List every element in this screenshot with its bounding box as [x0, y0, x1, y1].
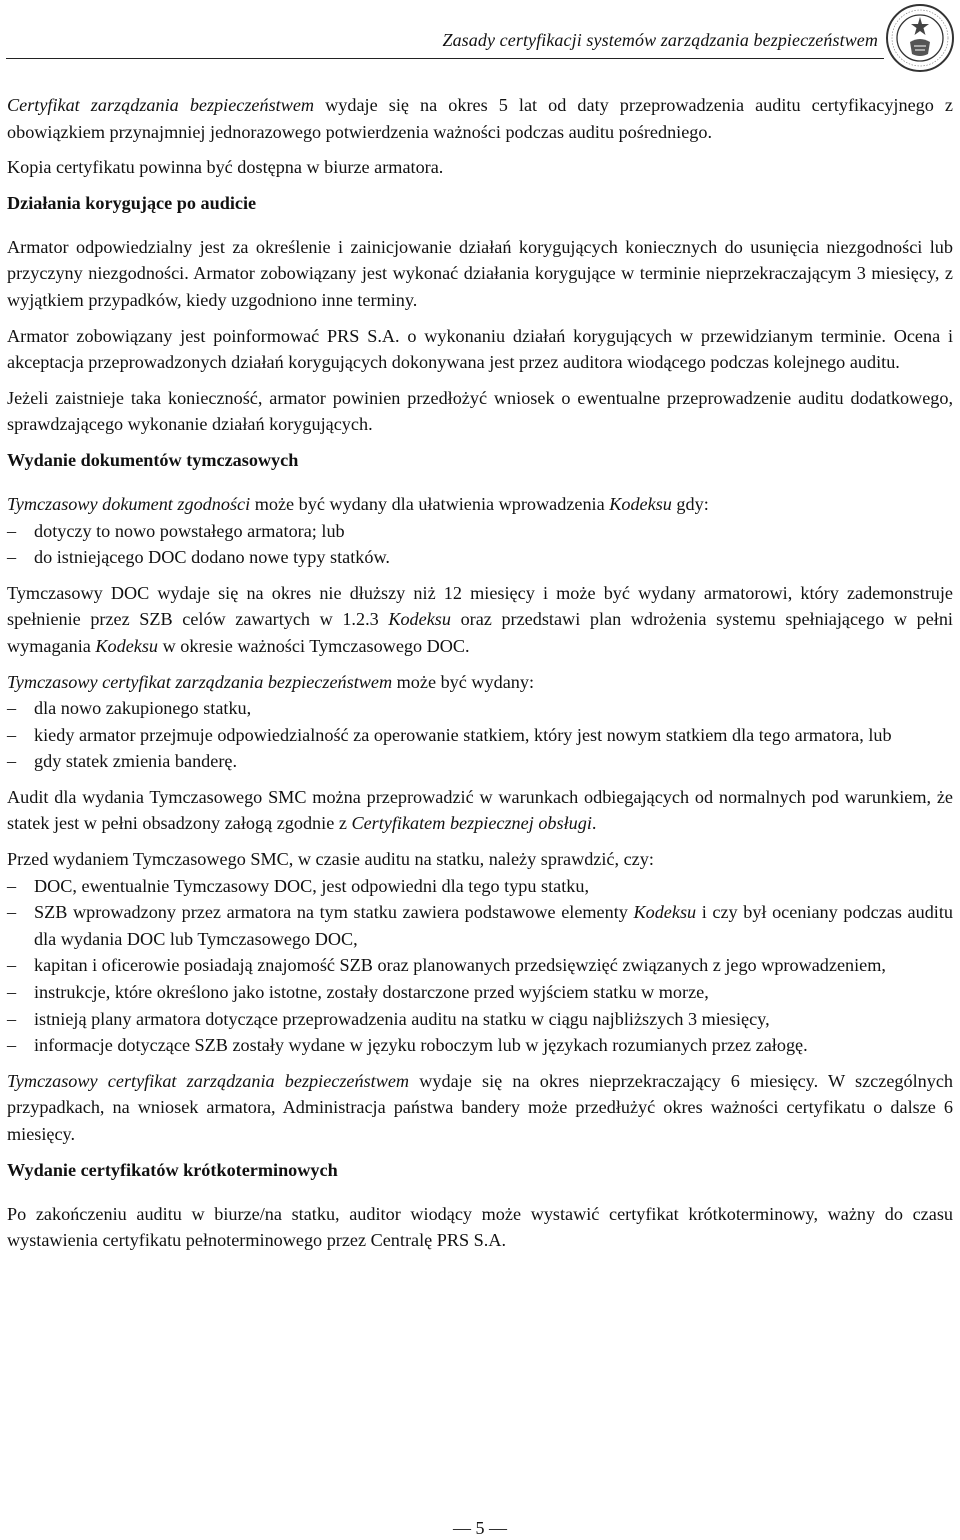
list-item-text: informacje dotyczące SZB zostały wydane w języku roboczym lub w językach rozumianych przez załogę. — [34, 1035, 808, 1056]
list-item-text: kapitan i oficerowie posiadają znajomość SZB oraz planowanych przedsięwzięć związanych z jego wprowadzeniem, — [34, 955, 886, 976]
list-item — [7, 952, 953, 979]
term-italic: Certyfikatem bezpiecznej obsługi — [351, 813, 592, 834]
paragraph-temporary-smc-intro — [7, 669, 953, 696]
list-item — [7, 722, 953, 749]
dash-bullet: – — [7, 875, 17, 896]
term-italic: Kodeksu — [609, 493, 672, 514]
list-item-text: SZB wprowadzony przez armatora na tym statku zawiera podstawowe elementy — [34, 902, 634, 923]
list-item-text: dotyczy to nowo powstałego armatora; lub — [34, 520, 345, 541]
text: Audit dla wydania Tymczasowego SMC można przeprowadzić w warunkach odbiegających od normalnych pod warunkiem, że statek jest w pełni obsadzony załogą zgodnie z — [7, 786, 953, 834]
term-italic: Kodeksu — [633, 902, 697, 923]
page-header — [0, 0, 960, 80]
text: może być wydany dla ułatwienia wprowadzenia — [250, 493, 610, 514]
list-temporary-doc-conditions — [7, 518, 953, 571]
paragraph-corrective-responsibility: Armator odpowiedzialny jest za określenie i zainicjowanie działań korygujących koniecznych do usunięcia niezgodności lub przyczyny niezgodności. Armator zobowiązany jest wykonać działania korygujące w terminie nieprzekraczającym 3 miesięcy, z wyjątkiem przypadków, kiedy uzgodniono inne terminy. — [7, 236, 953, 310]
heading-corrective-actions: Działania korygujące po audicie — [7, 192, 257, 213]
dash-bullet: – — [7, 982, 17, 1003]
text: . — [591, 813, 597, 834]
prs-seal-logo — [884, 2, 956, 74]
list-item-text: kiedy armator przejmuje odpowiedzialność za operowanie statkiem, który jest nowym statkiem dla tego armatora, lub — [34, 724, 892, 745]
list-item — [7, 873, 953, 900]
list-item-text: do istniejącego DOC dodano nowe typy statków. — [34, 547, 390, 568]
paragraph-short-term-certificate: Po zakończeniu auditu w biurze/na statku, auditor wiodący może wystawić certyfikat krótkoterminowy, ważny do czasu wystawienia certyfikatu pełnoterminowego przez Centralę PRS S.A. — [7, 1203, 953, 1251]
text: oraz przedstawi plan wdrożenia systemu spełniającego w pełni wymagania — [7, 609, 953, 656]
list-item — [7, 979, 953, 1006]
list-item-text: instrukcje, które określono jako istotne, zostały dostarczone przed wyjściem statku w morze, — [34, 982, 709, 1003]
dash-bullet: – — [7, 547, 17, 568]
paragraph-temporary-smc-validity — [7, 1068, 953, 1148]
paragraph-corrective-notify: Armator zobowiązany jest poinformować PRS S.A. o wykonaniu działań korygujących w przewidzianym terminie. Ocena i akceptacja przeprowadzonych działań korygujących dokonywana jest przez auditora wiodącego podczas kolejnego auditu. — [7, 325, 953, 373]
dash-bullet: – — [7, 1008, 17, 1029]
list-item — [7, 1006, 953, 1033]
dash-bullet: – — [7, 751, 17, 772]
list-item-text: istnieją plany armatora dotyczące przeprowadzenia auditu na statku w ciągu najbliższych 3 miesięcy, — [34, 1008, 770, 1029]
list-item — [7, 695, 953, 722]
dash-bullet: – — [7, 724, 17, 745]
list-item — [7, 899, 953, 952]
page-content — [7, 92, 953, 1263]
text: może być wydany: — [392, 671, 535, 692]
paragraph-temporary-doc-intro — [7, 491, 953, 518]
term-italic: Tymczasowy certyfikat zarządzania bezpieczeństwem — [7, 671, 393, 692]
list-item-text: i czy był oceniany podczas auditu dla wydania DOC lub Tymczasowego DOC, — [34, 902, 953, 949]
paragraph-smc-audit-conditions — [7, 784, 953, 837]
list-item — [7, 544, 953, 571]
page-number: — 5 — — [453, 1518, 507, 1538]
dash-bullet: – — [7, 698, 17, 719]
list-item — [7, 748, 953, 775]
term-italic: Certyfikat zarządzania bezpieczeństwem — [7, 95, 315, 115]
text: gdy: — [671, 493, 709, 514]
list-temporary-smc-conditions — [7, 695, 953, 775]
term-italic: Kodeksu — [388, 609, 451, 630]
paragraph-copy-location: Kopia certyfikatu powinna być dostępna w biurze armatora. — [7, 157, 444, 178]
dash-bullet: – — [7, 520, 17, 541]
term-italic: Tymczasowy dokument zgodności — [7, 493, 251, 514]
dash-bullet: – — [7, 1035, 17, 1056]
list-item-text: dla nowo zakupionego statku, — [34, 698, 252, 719]
dash-bullet: – — [7, 955, 17, 976]
text: Tymczasowy DOC wydaje się na okres nie dłuższy niż 12 miesięcy i może być wydany armatorowi, który zademonstruje spełnienie przez SZB celów zawartych w 1.2.3 — [7, 582, 953, 630]
running-header-title: Zasady certyfikacji systemów zarządzania bezpieczeństwem — [442, 30, 878, 50]
paragraph-additional-audit: Jeżeli zaistnieje taka konieczność, armator powinien przedłożyć wniosek o ewentualne przeprowadzenie auditu dodatkowego, sprawdzającego wykonanie działań korygujących. — [7, 387, 953, 435]
list-item — [7, 1032, 953, 1059]
paragraph-temporary-doc-validity — [7, 580, 953, 660]
list-item — [7, 518, 953, 545]
list-smc-checks — [7, 873, 953, 1059]
paragraph-certificate-validity — [7, 92, 953, 145]
term-italic: Tymczasowy certyfikat zarządzania bezpieczeństwem — [7, 1070, 410, 1091]
dash-bullet: – — [7, 902, 17, 923]
list-item-text: DOC, ewentualnie Tymczasowy DOC, jest odpowiedni dla tego typu statku, — [34, 875, 590, 896]
text: w okresie ważności Tymczasowego DOC. — [158, 635, 470, 656]
term-italic: Kodeksu — [95, 635, 159, 656]
text: wydaje się na okres 5 lat od daty przeprowadzenia auditu certyfikacyjnego z obowiązkiem przynajmniej jednorazowego potwierdzenia ważności podczas auditu pośredniego. — [7, 95, 953, 142]
heading-short-term-certificates: Wydanie certyfikatów krótkoterminowych — [7, 1159, 338, 1180]
heading-temporary-documents: Wydanie dokumentów tymczasowych — [7, 449, 299, 470]
list-item-text: gdy statek zmienia banderę. — [34, 751, 238, 772]
paragraph-smc-checks-intro: Przed wydaniem Tymczasowego SMC, w czasie auditu na statku, należy sprawdzić, czy: — [7, 849, 654, 870]
text: wydaje się na okres nieprzekraczający 6 miesięcy. W szczególnych przypadkach, na wniosek armatora, Administracja państwa bandery może przedłużyć okres ważności certyfikatu o dalsze 6 miesięcy. — [7, 1070, 953, 1144]
header-rule — [6, 58, 884, 59]
